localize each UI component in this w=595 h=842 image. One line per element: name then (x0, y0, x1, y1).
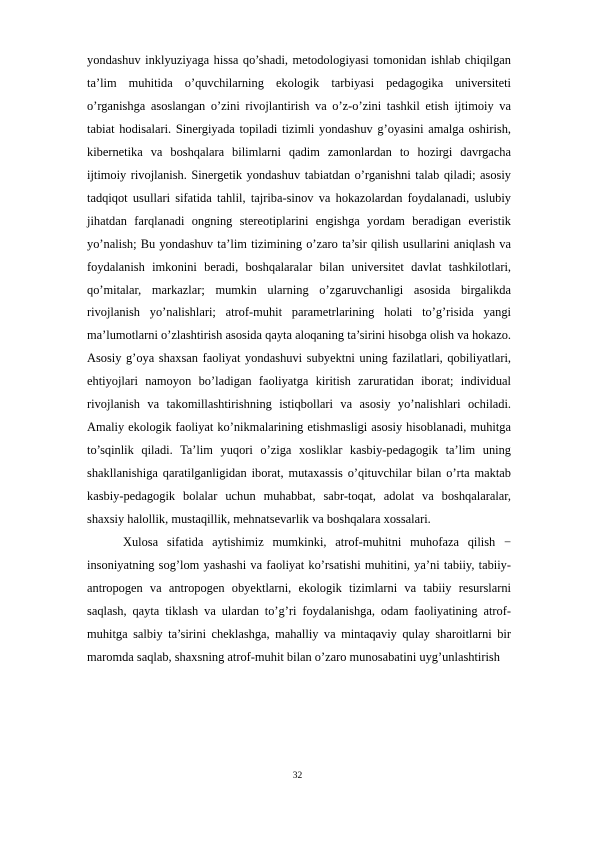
page-number: 32 (292, 771, 303, 781)
page-body (87, 49, 511, 669)
body-paragraph-2: Xulosa sifatida aytishimiz mumkinki, atrof-muhitni muhofaza qilish − insoniyatning sog’lom yashashi va faoliyat ko’rsatishi muhitini, ya’ni tabiiy, tabiiy-antropogen va antropogen obyektlarni, ekologik tizimlarni va tabiiy resurslarni saqlash, qayta tiklash va ulardan to’g’ri foydalanishga, odam faoliyatining atrof-muhitga salbiy ta’sirini cheklashga, mahalliy va mintaqaviy qulay sharoitlarni bir maromda saqlab, shaxsning atrof-muhit bilan o’zaro munosabatini uyg’unlashtirish (87, 535, 511, 664)
body-paragraph-1: yondashuv inklyuziyaga hissa qo’shadi, metodologiyasi tomonidan ishlab chiqilgan ta’lim muhitida o’quvchilarning ekologik tarbiyasi pedagogika universiteti o’rganishga asoslangan o’zini rivojlantirish va o’z-o’zini tashkil etish ijtimoiy va tabiat hodisalari. Sinergiyada topiladi tizimli yondashuv g’oyasini amalga oshirish, kibernetika va boshqalara bilimlarni qadim zamonlardan to hozirgi davrgacha ijtimoiy rivojlanish. Sinergetik yondashuv tabiatdan o’rganishni talab qiladi; asosiy tadqiqot usullari sifatida tahlil, tajriba-sinov va hokazolardan foydalanadi, uslubiy jihatdan farqlanadi ongning stereotiplarini engishga yordam beradigan everistik yo’nalish; Bu yondashuv ta’lim tizimining o’zaro ta’sir qilish usullarini aniqlash va foydalanish imkonini beradi, boshqalaralar bilan universitet davlat tashkilotlari, qo’mitalar, markazlar; mumkin ularning o’zgaruvchanligi asosida birgalikda rivojlanish yo’nalishlari; atrof-muhit parametrlarining holati to’g’risida yangi ma’lumotlarni o’zlashtirish asosida qayta aloqaning ta’sirini hisobga olish va hokazo. Asosiy g’oya shaxsan faoliyat yondashuvi subyektni uning fazilatlari, qobiliyatlari, ehtiyojlari namoyon bo’ladigan faoliyatga kiritish zaruratidan iborat; individual rivojlanish va takomillashtirishning istiqbollari va asosiy yo’nalishlari ochiladi. Amaliy ekologik faoliyat ko’nikmalarining etishmasligi asosiy hisoblanadi, muhitga to’sqinlik qiladi. Ta’lim yuqori o’ziga xosliklar kasbiy-pedagogik ta’lim uning shakllanishiga qaratilganligidan iborat, mutaxassis o’qituvchilar bilan o’rta maktab kasbiy-pedagogik bolalar uchun muhabbat, sabr-toqat, adolat va boshqalaralar, shaxsiy halollik, mustaqillik, mehnatsevarlik va boshqalara xossalari. (87, 53, 511, 527)
